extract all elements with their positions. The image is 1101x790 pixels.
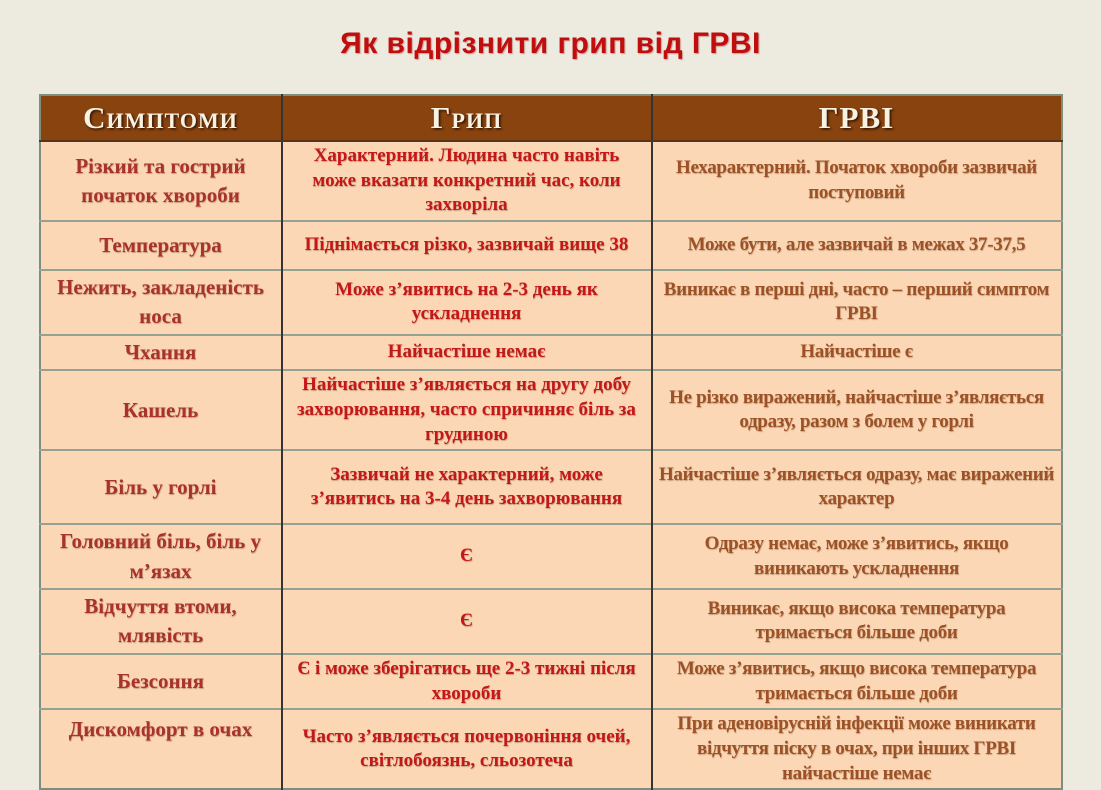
grip-value-cell: Може з’явитись на 2-3 день як ускладнення: [282, 270, 652, 335]
symptoms-comparison-table: [39, 94, 1063, 790]
column-header-grip: Грип: [282, 95, 652, 141]
grvi-value-cell: Найчастіше з’являється одразу, має виражений характер: [652, 450, 1062, 524]
grvi-value-cell: При аденовірусній інфекції може виникати відчуття піску в очах, при інших ГРВІ найчастіше немає: [652, 709, 1062, 789]
table-row: [40, 221, 1062, 270]
grip-value-cell: Є: [282, 589, 652, 654]
table-row: [40, 450, 1062, 524]
grvi-value-cell: Не різко виражений, найчастіше з’являється одразу, разом з болем у горлі: [652, 370, 1062, 450]
grip-value-cell: Найчастіше з’являється на другу добу захворювання, часто спричиняє біль за грудиною: [282, 370, 652, 450]
table-row: [40, 589, 1062, 654]
table-row: [40, 370, 1062, 450]
table-row: [40, 524, 1062, 589]
symptom-cell: Чхання: [40, 335, 282, 370]
grvi-value-cell: Виникає в перші дні, часто – перший симптом ГРВІ: [652, 270, 1062, 335]
table-row: [40, 270, 1062, 335]
table-row: [40, 141, 1062, 221]
grvi-value-cell: Нехарактерний. Початок хвороби зазвичай поступовий: [652, 141, 1062, 221]
symptom-cell: Головний біль, біль у м’язах: [40, 524, 282, 589]
column-header-symptoms: Симптоми: [40, 95, 282, 141]
page-title: Як відрізнити грип від ГРВІ: [340, 27, 761, 60]
symptom-cell: Температура: [40, 221, 282, 270]
symptom-cell: Біль у горлі: [40, 450, 282, 524]
column-header-grvi: ГРВІ: [652, 95, 1062, 141]
table-row: [40, 335, 1062, 370]
grvi-value-cell: Може бути, але зазвичай в межах 37-37,5: [652, 221, 1062, 270]
symptom-cell: Безсоння: [40, 654, 282, 709]
grip-value-cell: Характерний. Людина часто навіть може вказати конкретний час, коли захворіла: [282, 141, 652, 221]
symptom-cell: Відчуття втоми, млявість: [40, 589, 282, 654]
symptom-cell: Різкий та гострий початок хвороби: [40, 141, 282, 221]
symptom-cell: Кашель: [40, 370, 282, 450]
symptom-cell: Нежить, закладеність носа: [40, 270, 282, 335]
grip-value-cell: Є: [282, 524, 652, 589]
grip-value-cell: Є і може зберігатись ще 2-3 тижні після хвороби: [282, 654, 652, 709]
grvi-value-cell: Одразу немає, може з’явитись, якщо виникають ускладнення: [652, 524, 1062, 589]
header-row: [40, 95, 1062, 141]
grip-value-cell: Зазвичай не характерний, може з’явитись на 3-4 день захворювання: [282, 450, 652, 524]
grvi-value-cell: Найчастіше є: [652, 335, 1062, 370]
symptom-cell: Дискомфорт в очах: [40, 709, 282, 789]
grvi-value-cell: Може з’явитись, якщо висока температура тримається більше доби: [652, 654, 1062, 709]
table-row: [40, 654, 1062, 709]
grip-value-cell: Найчастіше немає: [282, 335, 652, 370]
grip-value-cell: Часто з’являється почервоніння очей, світлобоязнь, сльозотеча: [282, 709, 652, 789]
table-row: [40, 709, 1062, 789]
grip-value-cell: Піднімається різко, зазвичай вище 38: [282, 221, 652, 270]
grvi-value-cell: Виникає, якщо висока температура тримається більше доби: [652, 589, 1062, 654]
